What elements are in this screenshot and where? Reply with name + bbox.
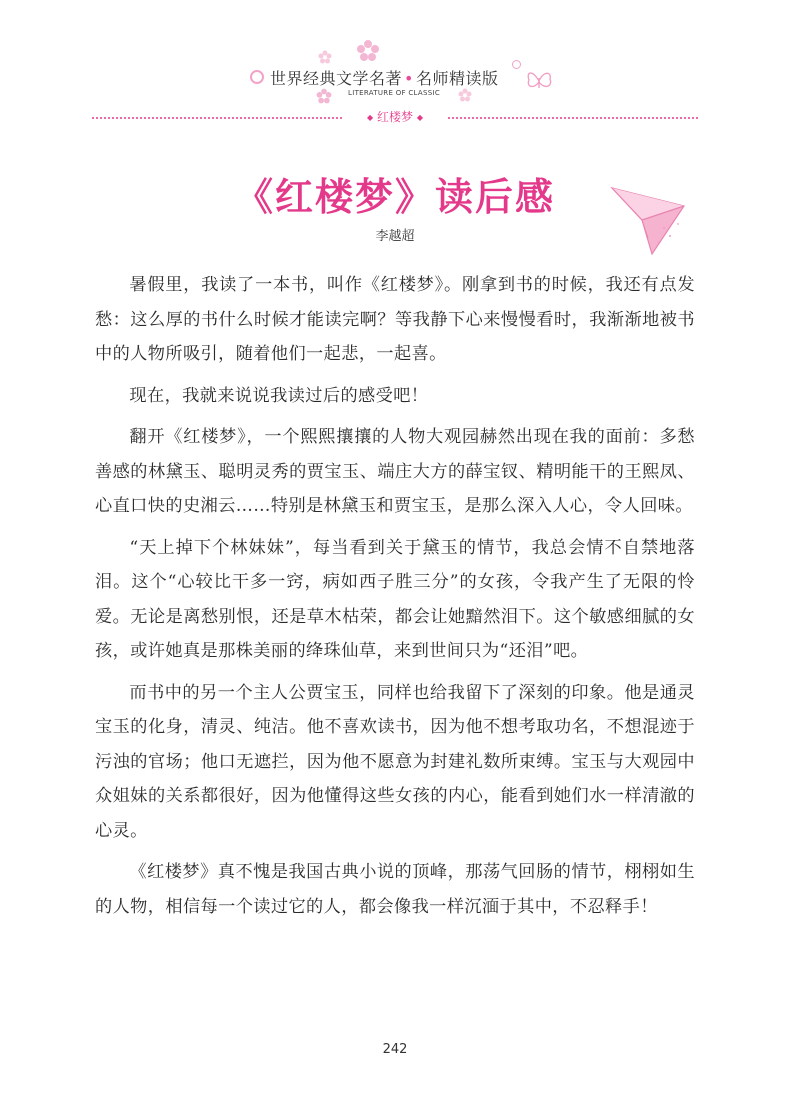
diamond-right-icon: ◆ bbox=[416, 113, 423, 122]
article-body bbox=[95, 268, 695, 931]
dotted-divider-right bbox=[448, 117, 698, 119]
paragraph: “天上掉下个林妹妹”，每当看到关于黛玉的情节，我总会情不自禁地落泪。这个“心较比干多一窍，病如西子胜三分”的女孩，令我产生了无限的怜爱。无论是离愁别恨，还是草木枯荣，都会让她黯然泪下。这个敏感细腻的女孩，或许她真是那株美丽的绛珠仙草，来到世间只为“还泪”吧。 bbox=[95, 537, 695, 661]
series-dot: • bbox=[404, 69, 414, 88]
series-subtitle-en: LITERATURE OF CLASSIC bbox=[348, 89, 441, 97]
series-title-text: 世界经典文学名著 bbox=[270, 69, 403, 88]
paper-plane-icon bbox=[608, 180, 690, 260]
paragraph: 而书中的另一个主人公贾宝玉，同样也给我留下了深刻的印象。他是通灵宝玉的化身，清灵、纯洁。他不喜欢读书，因为他不想考取功名，不想混迹于污浊的官场；他口无遮拦，因为他不愿意为封建礼数所束缚。宝玉与大观园中众姐妹的关系都很好，因为他懂得这些女孩的内心，能看到她们水一样清澈的心灵。 bbox=[95, 682, 695, 841]
paragraph: 翻开《红楼梦》，一个熙熙攘攘的人物大观园赫然出现在我的面前：多愁善感的林黛玉、聪明灵秀的贾宝玉、端庄大方的薛宝钗、精明能干的王熙凤、心直口快的史湘云……特别是林黛玉和贾宝玉，是那么深入人心，令人回味。 bbox=[95, 427, 695, 516]
page-header bbox=[0, 0, 790, 130]
dotted-divider-left bbox=[92, 117, 342, 119]
paragraph: 《红楼梦》真不愧是我国古典小说的顶峰，那荡气回肠的情节，栩栩如生的人物，相信每一个读过它的人，都会像我一样沉湎于其中，不忍释手！ bbox=[95, 862, 695, 917]
page-number: 242 bbox=[382, 1042, 408, 1057]
paragraph: 现在，我就来说说我读过后的感受吧！ bbox=[129, 385, 429, 406]
page-title: 《红楼梦》读后感 bbox=[234, 175, 555, 219]
ring-ornament-icon bbox=[250, 70, 264, 84]
author-name: 李越超 bbox=[375, 229, 415, 244]
series-title bbox=[270, 66, 570, 89]
small-flower-icon bbox=[316, 88, 332, 104]
series-subtitle-cn: 名师精读版 bbox=[415, 69, 499, 88]
diamond-left-icon: ◆ bbox=[367, 113, 374, 122]
small-flower-icon bbox=[318, 50, 332, 64]
book-name: 红楼梦 bbox=[376, 110, 413, 124]
book-tag bbox=[350, 108, 440, 125]
small-flower-icon bbox=[458, 88, 472, 102]
paragraph: 暑假里，我读了一本书，叫作《红楼梦》。刚拿到书的时候，我还有点发愁：这么厚的书什么时候才能读完啊？等我静下心来慢慢看时，我渐渐地被书中的人物所吸引，随着他们一起悲，一起喜。 bbox=[95, 275, 695, 364]
flower-ornament-icon bbox=[355, 38, 381, 64]
